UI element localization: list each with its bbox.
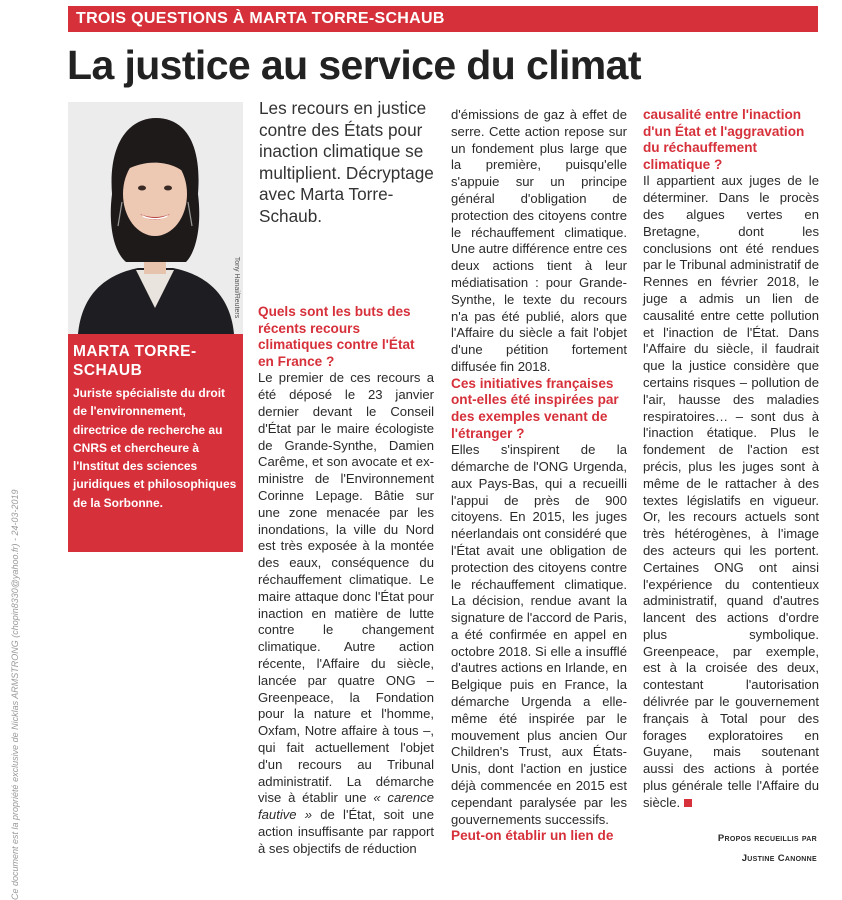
answer-1-quote: « carence fautive » [258,790,434,823]
title-regular: La justice au [67,42,319,88]
question-3-end: causalité entre l'inaction d'un État et l'aggravation du réchauffement climatique ? [643,107,805,172]
article-lede: Les recours en justice contre des États pour inaction climatique se multiplient. Décryptage avec Marta Torre-Schaub. [259,98,434,226]
answer-3 [643,173,819,811]
answer-1-text: Le premier de ces recours a été déposé le 23 janvier dernier devant le Conseil d'État par le maire écologiste de Grande-Synthe, Damien Carême, et son avocate et ex-ministre de l'Environnement Corinne Lepage. Bâtie sur une zone menacée par les inondations, la ville du Nord est très exposée à la montée des eaux, conséquence du réchauffement climatique. Le maire attaque donc l'État pour inaction en matière de lutte contre le changement climatique. Autre action récente, l'Affaire du siècle, lancée par quatre ONG – Greenpeace, la Fondation pour la nature et l'homme, Oxfam, Notre affaire à tous –, qui fait actuellement l'objet d'un recours au Tribunal administratif. La démarche vise à établir une [258,370,434,806]
portrait-illustration [68,102,243,334]
end-mark-icon [684,799,692,807]
section-banner [68,6,818,32]
photo-credit [233,244,256,334]
photo-credit-text: Tony Hanai/Reuters [233,256,241,319]
bio-box [68,334,243,552]
bio-description: Juriste spécialiste du droit de l'environnement, directrice de recherche au CNRS et chercheure à l'Institut des sciences juridiques et philosophiques de la Sorbonne. [73,386,237,510]
question-3-start: Peut-on établir un lien de [451,828,614,844]
answer-1 [258,370,434,857]
portrait-photo [68,102,243,334]
article-column-1 [258,304,434,857]
banner-label: TROIS QUESTIONS À MARTA TORRE-SCHAUB [76,10,445,27]
byline-intro: Propos recueillis par [717,833,817,844]
article-column-2 [451,107,627,845]
byline [643,829,817,869]
question-1: Quels sont les buts des récents recours climatiques contre l'État en France ? [258,304,415,369]
byline-author: Justine Canonne [741,853,817,864]
page-title [67,40,641,90]
answer-2: Elles s'inspirent de la démarche de l'ONG Urgenda, aux Pays-Bas, qui a recueilli l'appui de près de 900 citoyens. En 2015, les juges néerlandais ont considéré que l'État avait une obligation de protection des citoyens contre le réchauffement climatique. La décision, rendue avant la signature de l'accord de Paris, a été confirmée en appel en octobre 2018. Si elle a insufflé d'autres actions en Irlande, en Belgique puis en France, la démarche Urgenda a elle-même été inspirée par le mouvement plus ancien Our Children's Trust, aux États-Unis, dont l'action en justice déjà commencée en 2015 est cependant paralysée par les gouvernements successifs. [451,442,627,827]
answer-1-continuation: d'émissions de gaz à effet de serre. Cette action repose sur un fondement plus large que la première, puisqu'elle s'appuie sur un principe général d'obligation de protection des citoyens contre le réchauffement climatique. Une autre différence entre ces deux actions tient à leur médiatisation : pour Grande-Synthe, le texte du recours n'a pas été publié, alors que l'Affaire du siècle a fait l'objet d'une pétition fortement diffusée fin 2018. [451,107,627,374]
copyright-note-text: Ce document est la propriété exclusive de Nicklas ARMSTRONG (chopin8330@yahoo.fr) - 24-03-2019 [10,489,20,900]
answer-3-text: Il appartient aux juges de le déterminer. Dans le procès des algues vertes en Bretagne, dont les conclusions ont été rendues par le Tribunal administratif de Rennes en février 2018, le juge a admis un lien de causalité entre cette pollution et l'inaction de l'État. Dans l'Affaire du siècle, il faudrait que la justice considère que certains risques – pollution de l'air, hausse des maladies respiratoires… – sont dus à l'inaction étatique. Plus le fondement de l'action est précis, plus les juges sont à même de le rattacher à des textes législatifs en vigueur. Or, les recours actuels sont très hétérogènes, à l'image des acteurs qui les portent. Certaines ONG ont ainsi l'expérience du contentieux administratif, quand d'autres lancent des actions d'ordre plus symbolique. Greenpeace, par exemple, est à la croisée des deux, contestant l'autorisation délivrée par le gouvernement français à Total pour des forages exploratoires en Guyane, mais soutenant aussi des actions à portée plus générale telle l'Affaire du siècle. [643,173,819,810]
answer-1-end: de l'État, soit une action insuffisante par rapport à ses objectifs de réduction [258,807,434,856]
article-column-3 [643,107,819,812]
question-2: Ces initiatives françaises ont-elles été inspirées par des exemples venant de l'étranger ? [451,375,619,441]
title-bold: service du climat [318,42,641,88]
bio-name: MARTA TORRE-SCHAUB [73,343,197,379]
